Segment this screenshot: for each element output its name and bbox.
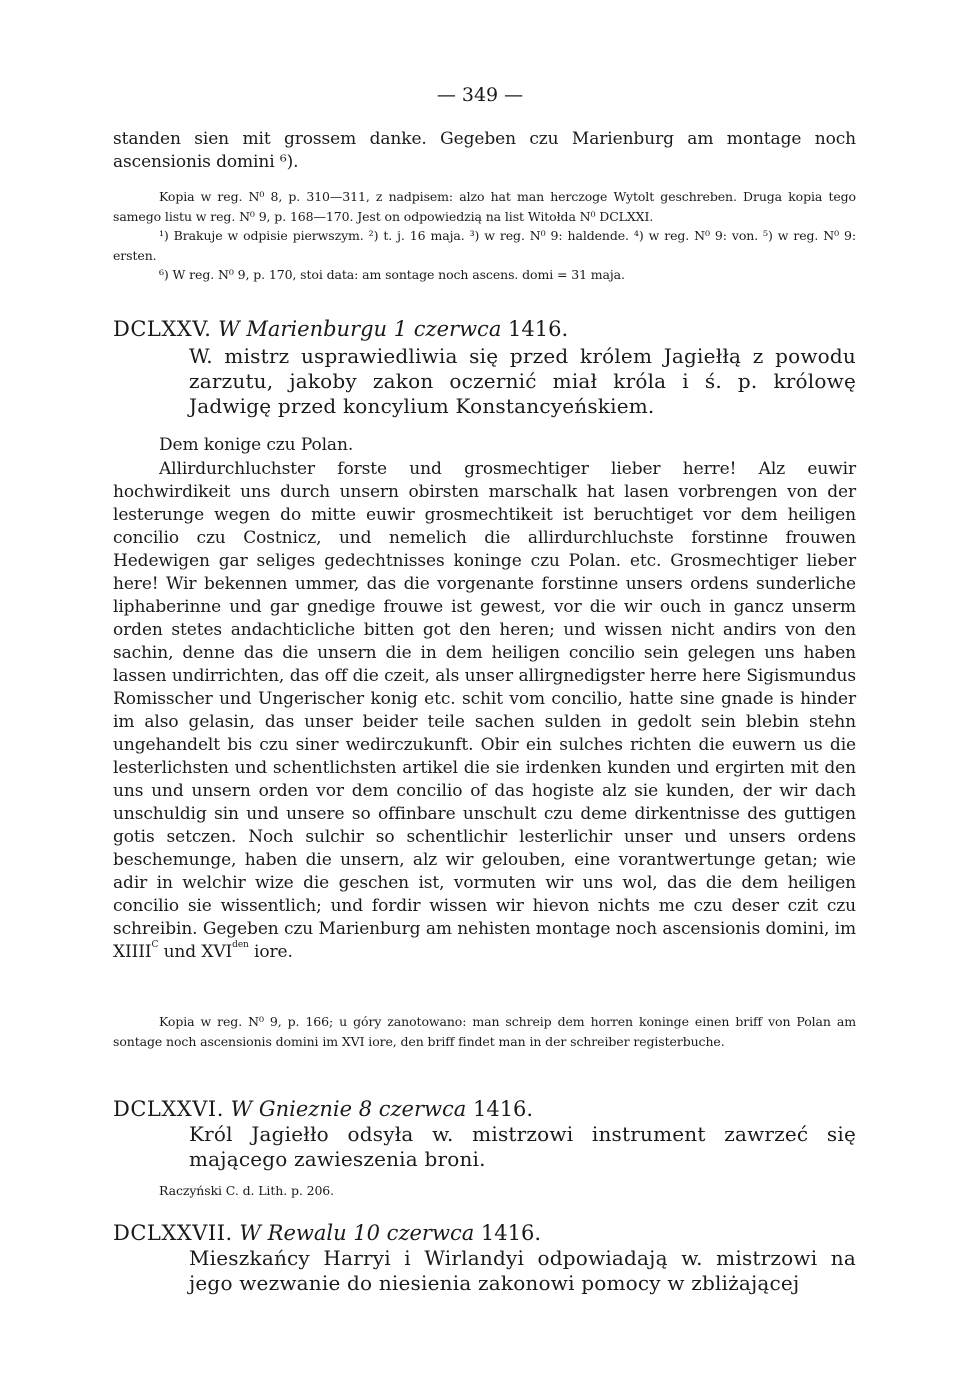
doc-year: 1416. [508, 317, 569, 341]
top-footnotes [113, 187, 856, 285]
doc-number: DCLXXVII. [113, 1221, 233, 1245]
footnote-date: ⁶) W reg. N⁰ 9, p. 170, stoi data: am sontage noch ascens. domi = 31 maja. [159, 267, 625, 282]
doc-heading-dclxxvi [113, 1096, 856, 1122]
doc-heading-dclxxvii [113, 1220, 856, 1246]
doc-place-date: W Rewalu 10 czerwca [239, 1221, 475, 1245]
doc-place-date: W Marienburgu 1 czerwca [218, 317, 502, 341]
doc-number: DCLXXVI. [113, 1097, 224, 1121]
doc-place-date: W Gnieznie 8 czerwca [230, 1097, 467, 1121]
doc-body-text: Allirdurchluchster forste und grosmechtiger lieber herre! Alz euwir hochwirdikeit uns durch unsern obirsten marschalk hat lasen vorbrengen von der lesterunge wegen do mitte euwir grosmechtikeit ist beruchtiget vor dem heiligen concilio czu Costnicz, und nemelich die allirdurchluchste forstinne frouwen Hedewigen gar seliges gedechtnisses koninge czu Polan. etc. Grosmechtiger lieber here! Wir bekennen ummer, das die vorgenante forstinne unsers ordens sunderliche liphaberinne und gar gnedige frouwe ist gewest, vor die wir ouch in gancz unserm orden stetes andachticliche bitten got den heren; und wissen nicht andirs von den sachin, denne das die unsern die in dem heiligen concilio sein gelegen uns haben lassen undirrichten, das off die czeit, als unser allirgnedigster herre here Sigismundus Romisscher und Ungerischer konig etc. schit vom concilio, hatte sine gnade is hinder im also gelasin, das unser beider teile sachen sulden in gedolt sein blebin stehn ungehandelt bis czu siner wedirczukunft. Obir ein sulches richten die euwern us die lesterlichsten und schentlichsten artikel die sie irdenken kunden und ergirten mit den uns und unsern orden vor dem concilio of das hogiste alz sie kunden, der wir dach unschuldig sin und unsere so offinbare unschult czu deme dirkentnisse des guttigen gotis setczen. Noch sulchir so schentlichir lesterlichir unser und unsers ordens beschemunge, haben die unsern, alz wir gelouben, eine vorantwertunge getan; wie adir in welchir wize die geschen ist, vormuten wir uns wol, das die dem heiligen concilio sie wissentlich; und fordir wissen wir hievon nichts me czu deser czit czu schreibin. Gegeben czu Marienburg am nehisten montage noch ascensionis domini, im XIIII [113, 459, 856, 962]
doc-year: 1416. [472, 1097, 534, 1121]
doc-source: Raczyński C. d. Lith. p. 206. [159, 1183, 335, 1198]
footnote-variants: ¹) Brakuje w odpisie pierwszym. ²) t. j. 16 maja. ³) w reg. N⁰ 9: haldende. ⁴) w reg. N⁰ 9: von. ⁵) w reg. N⁰ 9: ersten. [113, 228, 856, 263]
doc-footnote-dclxxv [113, 1012, 856, 1051]
doc-summary-dclxxvii: Mieszkańcy Harryi i Wirlandyi odpowiadają w. mistrzowi na jego wezwanie do niesienia zakonowi pomocy w zbliżającej [189, 1246, 856, 1295]
footnote-copy-note: Kopia w reg. N⁰ 8, p. 310—311, z nadpisem: alzo hat man herczoge Wytolt geschreben. Druga kopia tego samego listu w reg. N⁰ 9, p. 168—170. Jest on odpowiedzią na list Witołda N⁰ DCLXXI. [113, 189, 856, 224]
superscript-c: C [151, 940, 159, 950]
superscript-den: den [232, 940, 249, 950]
doc-summary-dclxxv: W. mistrz usprawiedliwia się przed królem Jagiełłą z powodu zarzutu, jakoby zakon oczernić miał króla i ś. p. królowę Jadwigę przed koncylium Konstancyeńskiem. [189, 344, 856, 418]
doc-body-mid: und XVI [158, 942, 233, 962]
page-number: — 349 — [436, 84, 524, 106]
doc-heading-dclxxv [113, 316, 856, 342]
doc-body-dclxxv [113, 458, 856, 964]
doc-address: Dem konige czu Polan. [159, 435, 354, 455]
doc-summary-dclxxvi: Król Jagiełło odsyła w. mistrzowi instrument zawrzeć się mającego zawieszenia broni. [189, 1122, 856, 1171]
doc-footnote-text: Kopia w reg. N⁰ 9, p. 166; u góry zanotowano: man schreip dem horren koninge einen briff von Polan am sontage noch ascensionis domini im XVI iore, den briff findet man in der schreiber registerbuche. [113, 1014, 856, 1049]
doc-number: DCLXXV. [113, 317, 212, 341]
continued-text: standen sien mit grossem danke. Gegeben czu Marienburg am montage noch ascensionis domini ⁶). [113, 129, 856, 172]
doc-body-end: iore. [248, 942, 293, 962]
doc-year: 1416. [480, 1221, 542, 1245]
